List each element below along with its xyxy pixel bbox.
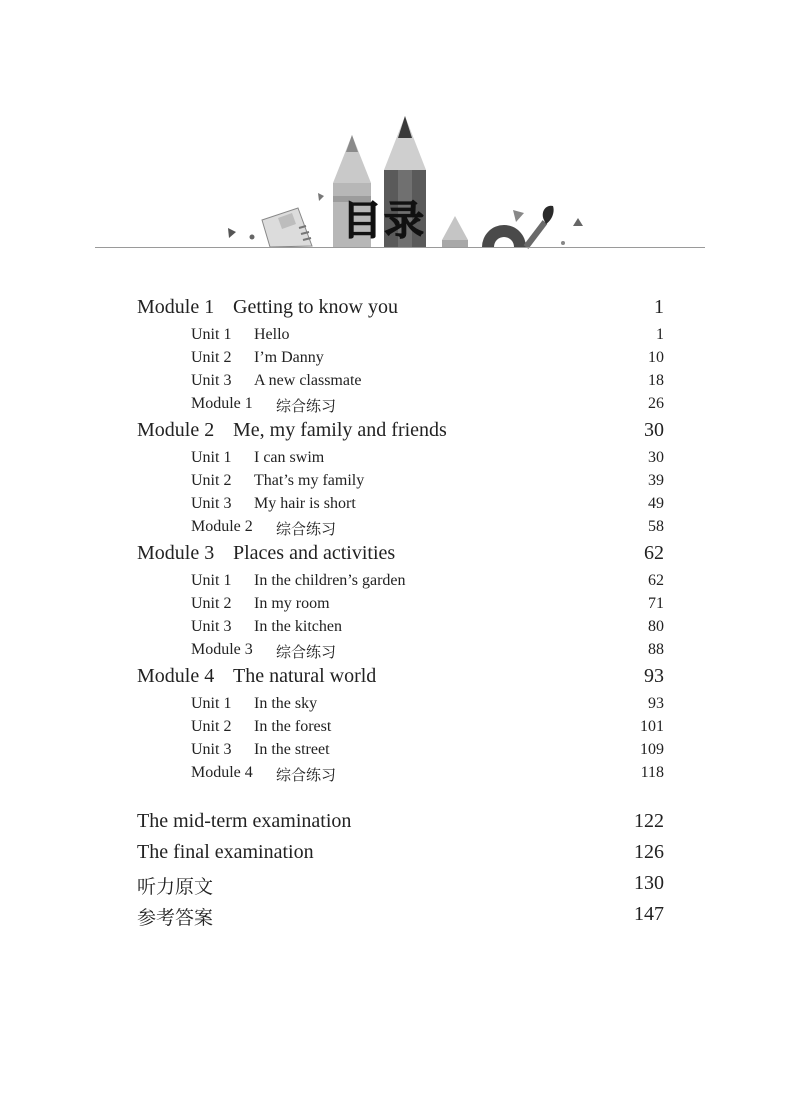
unit-label: Unit 1 xyxy=(191,326,232,343)
extra-title: 参考答案 xyxy=(137,907,214,929)
page-number: 122 xyxy=(634,810,664,832)
unit-label: Unit 2 xyxy=(191,349,232,366)
page-number: 62 xyxy=(644,542,664,564)
unit-title: In my room xyxy=(254,595,330,612)
unit-title: That’s my family xyxy=(254,472,365,489)
unit-title: My hair is short xyxy=(254,495,356,512)
page-number: 88 xyxy=(648,641,664,658)
unit-title: Hello xyxy=(254,326,290,343)
module-title: Getting to know you xyxy=(233,296,398,318)
page-number: 93 xyxy=(644,665,664,687)
unit-label: Unit 1 xyxy=(191,695,232,712)
unit-label: Module 4 xyxy=(191,764,253,781)
unit-title: A new classmate xyxy=(254,372,362,389)
extra-title: The mid-term examination xyxy=(137,810,352,832)
unit-label: Unit 2 xyxy=(191,595,232,612)
module-label: Module 1 xyxy=(137,296,215,318)
unit-title: 综合练习 xyxy=(276,643,337,661)
unit-label: Unit 2 xyxy=(191,472,232,489)
page-number: 147 xyxy=(634,903,664,925)
unit-title: I’m Danny xyxy=(254,349,324,366)
page-number: 101 xyxy=(640,718,664,735)
module-label: Module 4 xyxy=(137,665,215,687)
page-number: 93 xyxy=(648,695,664,712)
extra-title: The final examination xyxy=(137,841,314,863)
page-number: 18 xyxy=(648,372,664,389)
unit-label: Unit 1 xyxy=(191,449,232,466)
module-label: Module 3 xyxy=(137,542,215,564)
page-number: 118 xyxy=(640,764,664,781)
unit-label: Unit 2 xyxy=(191,718,232,735)
unit-title: 综合练习 xyxy=(276,397,337,415)
page-number: 1 xyxy=(656,326,664,343)
page-number: 10 xyxy=(648,349,664,366)
module-title: Me, my family and friends xyxy=(233,419,447,441)
unit-title: 综合练习 xyxy=(276,520,337,538)
unit-title: In the sky xyxy=(254,695,318,712)
page-number: 39 xyxy=(648,472,664,489)
extra-title: 听力原文 xyxy=(137,876,214,898)
unit-label: Unit 3 xyxy=(191,495,232,512)
page-number: 126 xyxy=(634,841,664,863)
page-number: 30 xyxy=(644,419,664,441)
unit-title: In the forest xyxy=(254,718,332,735)
page-number: 62 xyxy=(648,572,664,589)
page-number: 58 xyxy=(648,518,664,535)
unit-title: I can swim xyxy=(254,449,325,466)
unit-title: 综合练习 xyxy=(276,766,337,784)
page-number: 71 xyxy=(648,595,664,612)
unit-label: Unit 1 xyxy=(191,572,232,589)
page-number: 80 xyxy=(648,618,664,635)
unit-label: Module 1 xyxy=(191,395,253,412)
page-title: 目录 xyxy=(342,198,426,244)
page-number: 109 xyxy=(640,741,664,758)
unit-label: Unit 3 xyxy=(191,372,232,389)
module-title: The natural world xyxy=(233,665,377,687)
page-number: 49 xyxy=(648,495,664,512)
unit-title: In the children’s garden xyxy=(254,572,406,589)
unit-label: Module 3 xyxy=(191,641,253,658)
page-number: 26 xyxy=(648,395,664,412)
page-number: 1 xyxy=(654,296,664,318)
page-number: 30 xyxy=(648,449,664,466)
page-number: 130 xyxy=(634,872,664,894)
unit-title: In the street xyxy=(254,741,330,758)
unit-label: Module 2 xyxy=(191,518,253,535)
unit-label: Unit 3 xyxy=(191,618,232,635)
module-label: Module 2 xyxy=(137,419,215,441)
module-title: Places and activities xyxy=(233,542,396,564)
unit-title: In the kitchen xyxy=(254,618,342,635)
unit-label: Unit 3 xyxy=(191,741,232,758)
